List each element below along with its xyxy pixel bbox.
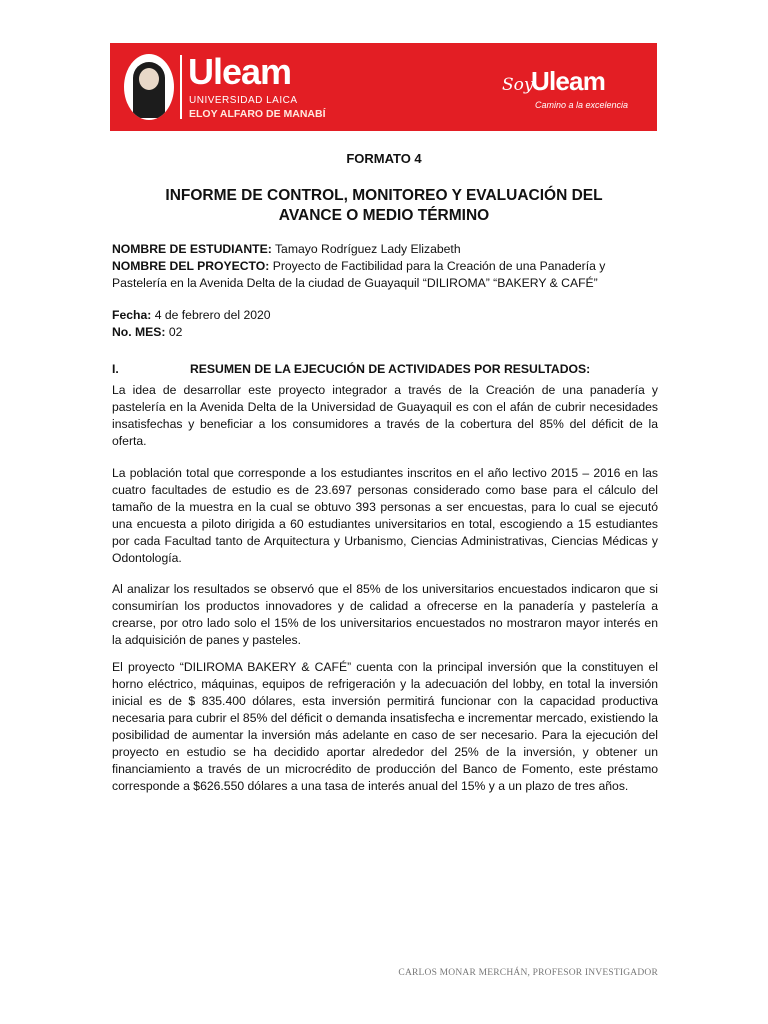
student-value: Tamayo Rodríguez Lady Elizabeth (274, 242, 461, 256)
university-subtitle: UNIVERSIDAD LAICA (189, 95, 298, 106)
project-value: Proyecto de Factibilidad para la Creación de una Panadería y (272, 259, 606, 273)
tagline: Camino a la excelencia (535, 100, 629, 110)
paragraph-1: La idea de desarrollar este proyecto integrador a través de la Creación de una panadería y pastelería en la Avenida Delta de la Universidad de Guayaquil es con el afán de cubrir necesidades insatisfechas y beneficiar a los consumidores a través de la cobertura del 85% del déficit de la oferta. (112, 383, 658, 448)
soy-script: Soy (502, 75, 534, 95)
section-number: I. (112, 362, 119, 376)
paragraph-4: El proyecto “DILIROMA BAKERY & CAFÉ” cuenta con la principal inversión que la constituyen el horno eléctrico, máquinas, equipos de refrigeración y la adecuación del lobby, en total la inversión inicial es de $ 835.400 dólares, esta inversión permitirá funcionar con la capacidad productiva necesaria para cubrir el 85% del déficit o demanda insatisfecha e incrementar mercado, existiendo la posibilidad de aumentar la inversión más adelante en caso de ser necesario. Para la ejecución del proyecto en estudio se ha decidido aportar alrededor del 25% de la inversión, y obtener un financiamiento a través de un microcrédito de producción del Banco de Fomento, este préstamo corresponde a $626.550 dólares a una tasa de interés anual del 15% y a un plazo de tres años. (112, 660, 658, 793)
report-title-line-2: AVANCE O MEDIO TÉRMINO (278, 207, 490, 224)
university-subtitle-2: ELOY ALFARO DE MANABÍ (189, 108, 326, 120)
soy-uleam-logo-text: Uleam (531, 66, 606, 96)
project-name-line-2: Pastelería en la Avenida Delta de la ciudad de Guayaquil “DILIROMA” “BAKERY & CAFÉ” (112, 276, 598, 290)
project-name-line (112, 258, 658, 275)
date-value: 4 de febrero del 2020 (154, 308, 271, 322)
header-banner (110, 43, 657, 131)
footer-author: CARLOS MONAR MERCHÁN, PROFESOR INVESTIGADOR (398, 968, 658, 978)
project-label: NOMBRE DEL PROYECTO: (112, 259, 270, 273)
logo-divider (180, 55, 182, 119)
paragraph-2: La población total que corresponde a los estudiantes inscritos en el año lectivo 2015 – 2016 en las cuatro facultades de estudio es de 23.697 personas considerado como base para el cálculo del tamaño de la muestra en la cual se obtuvo 393 personas a ser encuestas, para lo cual se ejecutó una encuesta a piloto dirigida a 60 estudiantes universitarios en total, escogiendo a 15 estudiantes por cada Facultad tanto de Arquitectura y Urbanismo, Ciencias Administrativas, Ciencias Médicas y Odontología. (112, 466, 658, 565)
paragraph-3: Al analizar los resultados se observó que el 85% de los universitarios encuestados indicaron que si consumirían los productos innovadores y de calidad a ofrecerse en la panadería y pastelería a crearse, por otro lado solo el 15% de los universitarios encuestados no mostraron mayor interés en la adquisición de panes y pasteles. (112, 582, 658, 647)
section-title: RESUMEN DE LA EJECUCIÓN DE ACTIVIDADES POR RESULTADOS: (190, 362, 591, 376)
month-value: 02 (168, 325, 183, 339)
date-label: Fecha: (112, 308, 152, 322)
format-label: FORMATO 4 (346, 151, 422, 166)
university-logo-text: Uleam (188, 51, 292, 92)
founder-portrait-logo (124, 54, 174, 120)
month-line (112, 324, 658, 341)
student-name-line (112, 241, 658, 258)
section-heading (112, 362, 590, 376)
month-label: No. MES: (112, 325, 166, 339)
date-line (112, 307, 658, 324)
report-title-line-1: INFORME DE CONTROL, MONITOREO Y EVALUACIÓN DEL (165, 187, 603, 204)
student-label: NOMBRE DE ESTUDIANTE: (112, 242, 272, 256)
